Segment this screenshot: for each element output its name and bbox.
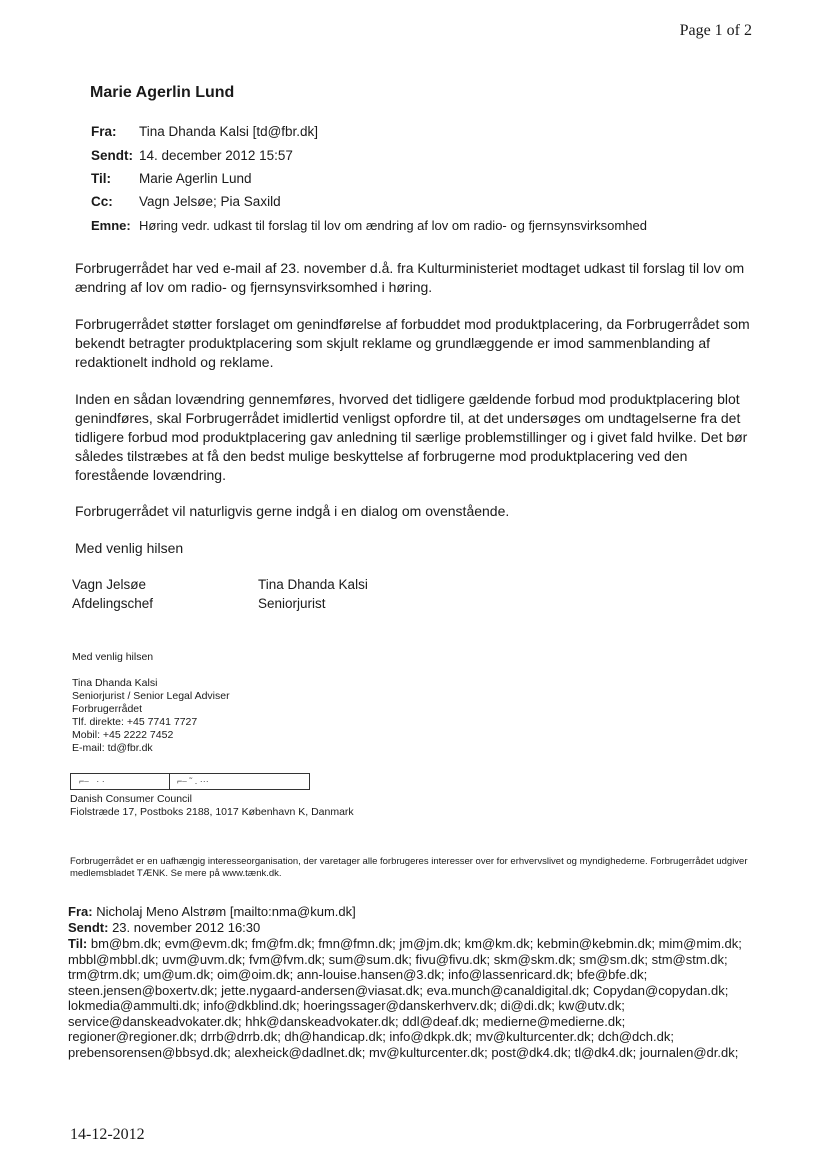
fwd-to-label: Til: (68, 936, 88, 951)
closing-greeting: Med venlig hilsen (75, 540, 184, 556)
fwd-from-label: Fra: (68, 904, 93, 919)
signer1-title: Afdelingschef (72, 596, 154, 611)
logo-mark-left: ⌐⎯ · · (79, 776, 105, 786)
signer2-name: Tina Dhanda Kalsi (258, 577, 368, 592)
fwd-to-value: bm@bm.dk; evm@evm.dk; fm@fm.dk; fmn@fmn.dk; jm@jm.dk; km@km.dk; kebmin@kebmin.dk; mim@mim.dk; mbbl@mbbl.dk; uvm@uvm.dk; fvm@fvm.dk; sum@sum.dk; fivu@fivu.dk; skm@skm.dk; sm@sm.dk; stm@stm.dk; trm@trm.dk; um@um.dk; oim@oim.dk; ann-louise.hansen@3.dk; info@lassenricard.dk; bfe@bfe.dk; steen.jensen@boxertv.dk; jette.nygaard-andersen@viasat.dk; eva.munch@canaldigital.dk; Copydan@copydan.dk; lokmedia@ammulti.dk; info@dkblind.dk; hoeringssager@danskerhverv.dk; di@di.dk; kw@utv.dk; service@danskeadvokater.dk; hhk@danskeadvokater.dk; ddl@deaf.dk; medierne@medierne.dk; regioner@regioner.dk; drrb@drrb.dk; dh@handicap.dk; info@dkpk.dk; mv@kulturcenter.dk; dch@dch.dk; prebensorensen@bbsyd.dk; alexheick@dadlnet.dk; mv@kulturcenter.dk; post@dk4.dk; tl@dk4.dk; journalen@dr.dk; (68, 936, 742, 1060)
signature-org-en: Danish Consumer Council (70, 793, 192, 805)
fwd-to-row (68, 936, 748, 1060)
date-stamp: 14-12-2012 (70, 1126, 145, 1143)
header-subject-row (91, 218, 647, 233)
signature-disclaimer: Forbrugerrådet er en uafhængig interesseorganisation, der varetager alle forbrugeres interesser over for erhvervslivet og myndighederne. Forbrugerrådet udgiver medlemsbladet TÆNK. Se mere på www.tænk.dk. (70, 856, 748, 879)
logo-mark-right: ⌐⎯ ˜ . ··· (177, 776, 209, 786)
page-number: Page 1 of 2 (679, 22, 752, 39)
fwd-from-row (68, 904, 748, 920)
subject-value: Høring vedr. udkast til forslag til lov om ændring af lov om radio- og fjernsynsvirksomhed (139, 218, 647, 233)
body-paragraph-1: Forbrugerrådet har ved e-mail af 23. november d.å. fra Kulturministeriet modtaget udkast til forslag til lov om ændring af lov om radio- og fjernsynsvirksomhed i høring. (75, 260, 745, 295)
fwd-sent-row (68, 920, 748, 936)
header-from-row (91, 124, 318, 139)
header-to-row (91, 171, 252, 186)
from-value: Tina Dhanda Kalsi [td@fbr.dk] (139, 124, 319, 139)
header-cc-row (91, 194, 281, 209)
signer1-name: Vagn Jelsøe (72, 577, 147, 592)
recipient-name: Marie Agerlin Lund (90, 84, 235, 101)
body-paragraph-4: Forbrugerrådet vil naturligvis gerne indgå i en dialog om ovenstående. (75, 503, 510, 519)
sent-value: 14. december 2012 15:57 (139, 148, 293, 163)
to-label: Til: (91, 171, 111, 186)
logo-box (70, 773, 310, 790)
cc-label: Cc: (91, 194, 113, 209)
cc-value: Vagn Jelsøe; Pia Saxild (139, 194, 281, 209)
signature-phone: Tlf. direkte: +45 7741 7727 (72, 716, 198, 728)
signer2-title: Seniorjurist (258, 596, 326, 611)
fwd-sent-label: Sendt: (68, 920, 109, 935)
fwd-sent-value: 23. november 2012 16:30 (112, 920, 261, 935)
fwd-from-value: Nicholaj Meno Alstrøm [mailto:nma@kum.dk] (96, 904, 356, 919)
body-paragraph-2: Forbrugerrådet støtter forslaget om genindførelse af forbuddet mod produktplacering, da Forbrugerrådet som bekendt betragter produktplacering som skjult reklame og grundlæggende er imod sammenblanding af redaktionelt indhold og reklame. (75, 316, 750, 370)
signature-title: Seniorjurist / Senior Legal Adviser (72, 690, 230, 702)
to-value: Marie Agerlin Lund (139, 171, 252, 186)
signature-email: E-mail: td@fbr.dk (72, 742, 153, 754)
logo-divider (169, 774, 170, 789)
header-sent-row (91, 148, 293, 163)
signature-address: Fiolstræde 17, Postboks 2188, 1017 København K, Danmark (70, 806, 354, 818)
signature-name: Tina Dhanda Kalsi (72, 677, 158, 689)
signature-org: Forbrugerrådet (72, 703, 143, 715)
body-paragraph-3: Inden en sådan lovændring gennemføres, hvorved det tidligere gældende forbud mod produktplacering blot genindføres, skal Forbrugerrådet imidlertid venligst opfordre til, at det undersøges om undtagelserne fra det tidligere forbud mod produktplacering gav anledning til særlige problemstillinger og i givet fald hvilke. Det bør således tilstræbes at få den bedst mulige beskyttelse af forbrugerne mod produktplacering ved den forestående lovændring. (75, 391, 748, 483)
sent-label: Sendt: (91, 148, 133, 163)
signature-mobile: Mobil: +45 2222 7452 (72, 729, 174, 741)
from-label: Fra: (91, 124, 117, 139)
signature-greeting: Med venlig hilsen (72, 651, 154, 663)
subject-label: Emne: (91, 218, 131, 233)
